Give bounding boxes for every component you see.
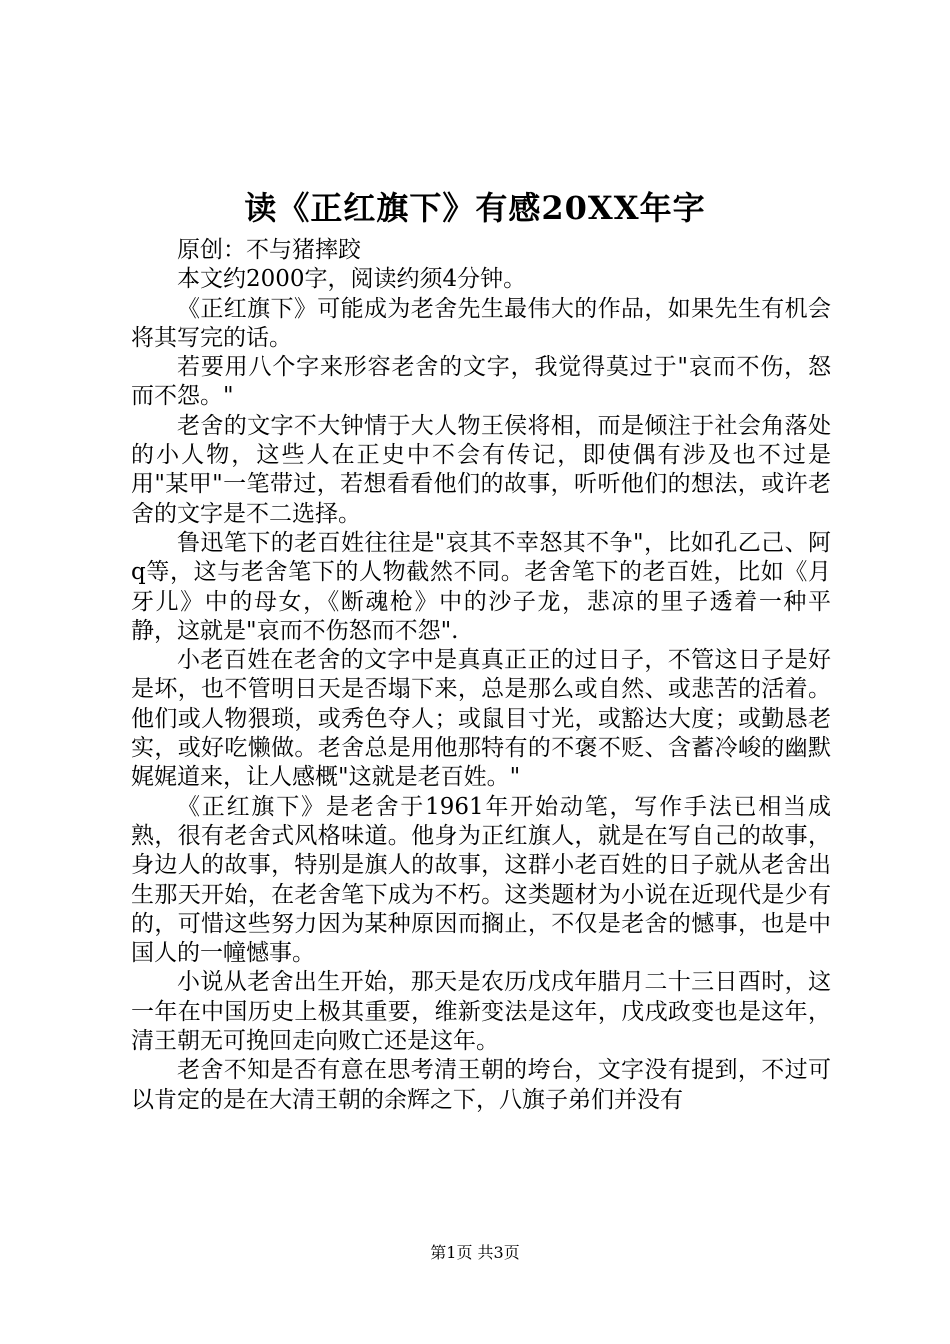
document-title: 读《正红旗下》有感20XX年字 [244,189,706,227]
document-body [131,236,831,1115]
paragraph: 老舍的文字不大钟情于大人物王侯将相，而是倾注于社会角落处的小人物，这些人在正史中不会有传记，即使偶有涉及也不过是用"某甲"一笔带过，若想看看他们的故事，听听他们的想法，或许老舍的文字是不二选择。 [131,412,831,527]
paragraph: 小说从老舍出生开始，那天是农历戊戌年腊月二十三日酉时，这一年在中国历史上极其重要，维新变法是这年，戊戌政变也是这年，清王朝无可挽回走向败亡还是这年。 [131,969,831,1055]
paragraph: 《正红旗下》可能成为老舍先生最伟大的作品，如果先生有机会将其写完的话。 [131,295,831,351]
paragraph: 小老百姓在老舍的文字中是真真正正的过日子，不管这日子是好是坏，也不管明日天是否塌下来，总是那么或自然、或悲苦的活着。他们或人物猥琐，或秀色夺人；或鼠目寸光，或豁达大度；或勤恳老实，或好吃懒做。老舍总是用他那特有的不褒不贬、含蓄冷峻的幽默娓娓道来，让人感概"这就是老百姓。" [131,647,831,791]
paragraph: 若要用八个字来形容老舍的文字，我觉得莫过于"哀而不伤，怒而不怨。" [131,354,831,410]
paragraph: 鲁迅笔下的老百姓往往是"哀其不幸怒其不争"，比如孔乙己、阿q等，这与老舍笔下的人物截然不同。老舍笔下的老百姓，比如《月牙儿》中的母女，《断魂枪》中的沙子龙，悲凉的里子透着一种平静，这就是"哀而不伤怒而不怨". [131,529,831,644]
paragraph-reading-time: 本文约2000字，阅读约须4分钟。 [177,266,527,293]
paragraph-author: 原创：不与猪摔跤 [177,237,361,263]
page-footer: 第1页 共3页 [430,1243,520,1262]
paragraph: 老舍不知是否有意在思考清王朝的垮台，文字没有提到，不过可以肯定的是在大清王朝的余辉之下，八旗子弟们并没有 [131,1057,831,1113]
paragraph: 《正红旗下》是老舍于1961年开始动笔，写作手法已相当成熟，很有老舍式风格味道。他身为正红旗人，就是在写自己的故事，身边人的故事，特别是旗人的故事，这群小老百姓的日子就从老舍出生那天开始，在老舍笔下成为不朽。这类题材为小说在近现代是少有的，可惜这些努力因为某种原因而搁止，不仅是老舍的憾事，也是中国人的一幢憾事。 [131,793,831,967]
